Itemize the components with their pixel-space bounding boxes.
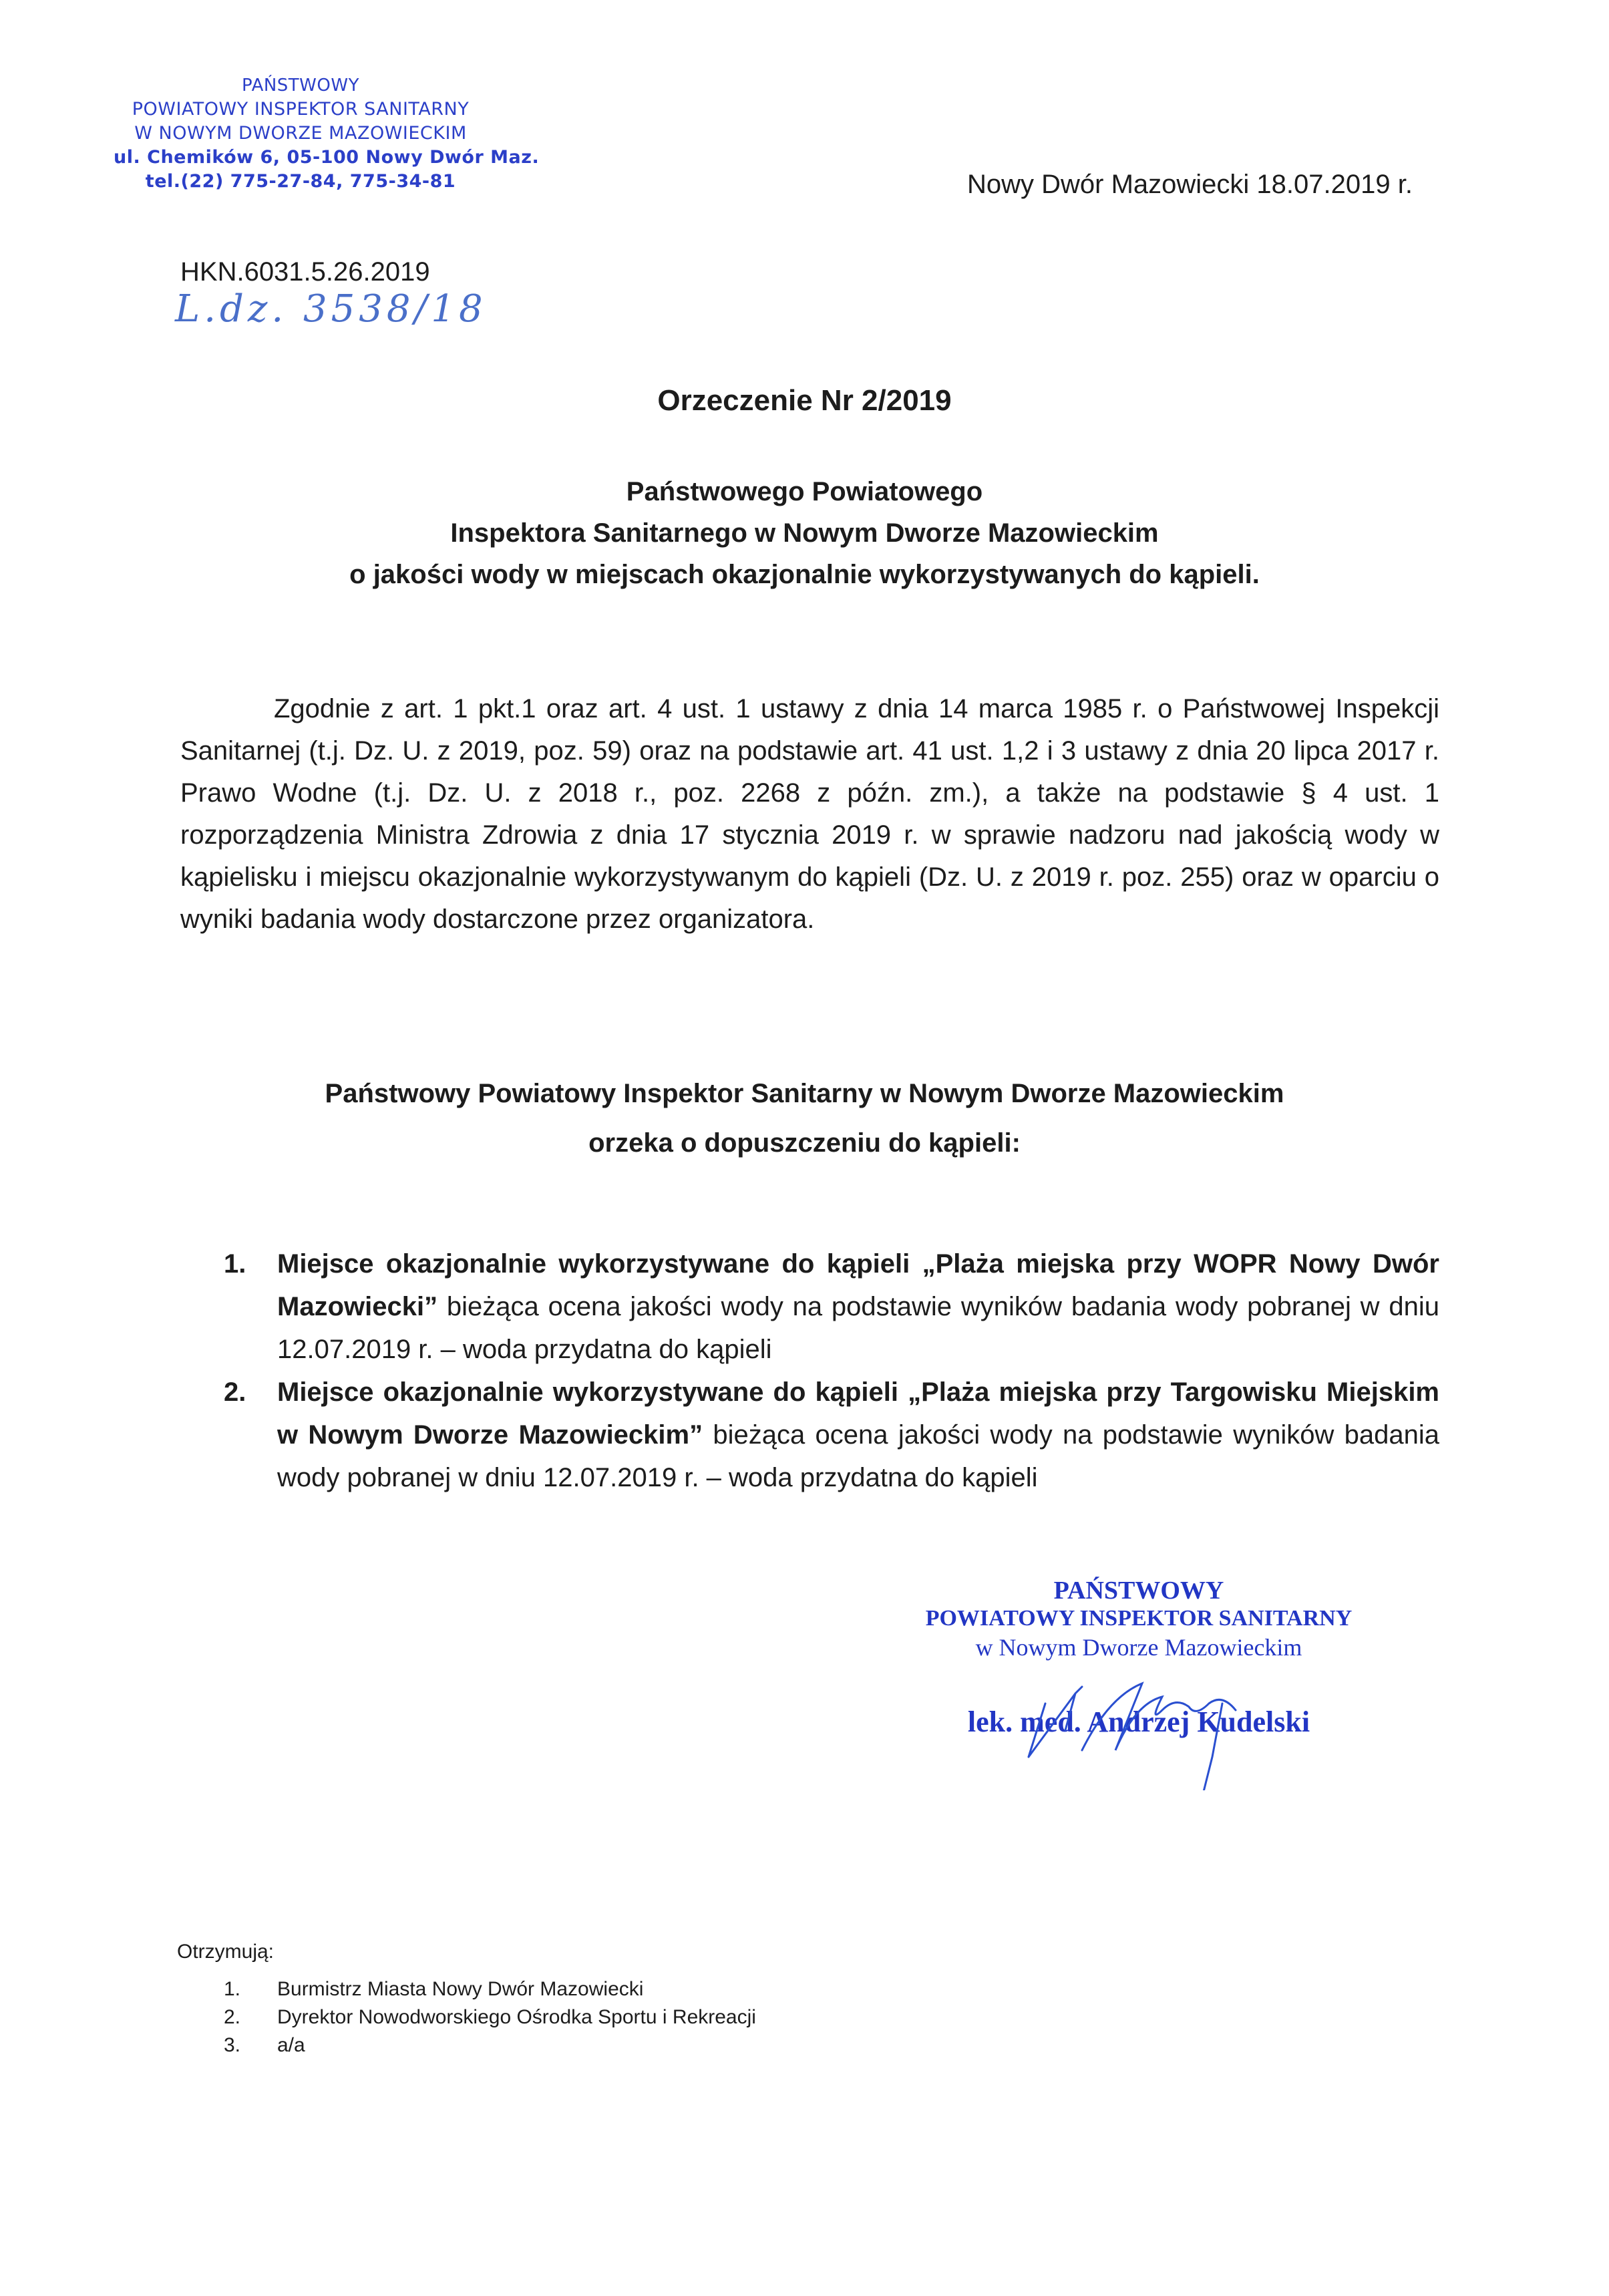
item-number: 1. (224, 1249, 246, 1279)
stamp-line: POWIATOWY INSPEKTOR SANITARNY (132, 99, 470, 120)
decision-line: Państwowy Powiatowy Inspektor Sanitarny w Nowym Dworze Mazowieckim (325, 1079, 1284, 1108)
recipient-number: 1. (224, 1978, 241, 2000)
legal-basis-text: Zgodnie z art. 1 pkt.1 oraz art. 4 ust. 1 ustawy z dnia 14 marca 1985 r. o Państwowej Inspekcji Sanitarnej (t.j. Dz. U. z 2019, poz. 59) oraz na podstawie art. 41 ust. 1,2 i 3 ustawy z dnia 20 lipca 2017 r. Prawo Wodne (t.j. Dz. U. z 2018 r., poz. 2268 z późn. zm.), a także na podstawie § 4 ust. 1 rozporządzenia Ministra Zdrowia z dnia 17 stycznia 2019 r. w sprawie nadzoru nad jakością wody w kąpielisku i miejscu okazjonalnie wykorzystywanym do kąpieli (Dz. U. z 2019 r. poz. 255) oraz w oparciu o wyniki badania wody dostarczone przez organizatora. (180, 694, 1439, 934)
document-title: Orzeczenie Nr 2/2019 (657, 384, 952, 417)
item-site-name: Miejsce okazjonalnie wykorzystywane do kąpieli „Plaża miejska przy WOPR Nowy Dwór Mazowiecki” (277, 1249, 1439, 1321)
recipient-item (224, 2003, 756, 2031)
recipient-item (224, 2031, 756, 2060)
legal-basis-paragraph (180, 688, 1439, 941)
place-and-date: Nowy Dwór Mazowiecki 18.07.2019 r. (967, 170, 1413, 199)
recipient-name: a/a (277, 2034, 305, 2056)
recipient-number: 2. (224, 2006, 241, 2028)
signatory-name: lek. med. Andrzej Kudelski (967, 1705, 1310, 1738)
recipients-label: Otrzymują: (177, 1941, 275, 1963)
recipient-name: Burmistrz Miasta Nowy Dwór Mazowiecki (277, 1978, 644, 2000)
list-item (224, 1243, 1439, 1371)
subtitle-line: Inspektora Sanitarnego w Nowym Dworze Mazowieckim (450, 518, 1159, 548)
signature-stamp-line: PAŃSTWOWY (1053, 1577, 1224, 1605)
bathing-sites-list (224, 1243, 1439, 1499)
recipient-item (224, 1975, 756, 2003)
recipients-list (224, 1975, 756, 2060)
item-assessment: bieżąca ocena jakości wody na podstawie wyników badania wody pobranej w dniu 12.07.2019 r. – woda przydatna do kąpieli (277, 1420, 1440, 1492)
item-assessment: bieżąca ocena jakości wody na podstawie wyników badania wody pobranej w dniu 12.07.2019 r. – woda przydatna do kąpieli (277, 1292, 1439, 1364)
recipient-name: Dyrektor Nowodworskiego Ośrodka Sportu i Rekreacji (277, 2006, 756, 2028)
item-number: 2. (224, 1377, 246, 1407)
signature-stamp-line: w Nowym Dworze Mazowieckim (975, 1634, 1302, 1661)
inspector-header-stamp (114, 73, 540, 194)
stamp-address: ul. Chemików 6, 05-100 Nowy Dwór Maz. (114, 147, 540, 168)
list-item (224, 1371, 1439, 1499)
stamp-line: PAŃSTWOWY (242, 75, 359, 96)
decision-line: orzeka o dopuszczeniu do kąpieli: (588, 1128, 1021, 1158)
signature-stamp (895, 1577, 1383, 1741)
recipient-number: 3. (224, 2034, 241, 2056)
subtitle-line: Państwowego Powiatowego (626, 477, 983, 506)
stamp-line: W NOWYM DWORZE MAZOWIECKIM (134, 123, 467, 144)
decision-heading (0, 1069, 1609, 1168)
stamp-phone: tel.(22) 775-27-84, 775-34-81 (145, 171, 456, 192)
reference-number: HKN.6031.5.26.2019 (180, 257, 430, 287)
item-site-name: Miejsce okazjonalnie wykorzystywane do kąpieli „Plaża miejska przy Targowisku Miejskim w Nowym Dworze Mazowieckim” (277, 1377, 1439, 1450)
handwritten-reference: L.dz. 3538/18 (175, 287, 487, 331)
signature-stamp-line: POWIATOWY INSPEKTOR SANITARNY (925, 1606, 1353, 1631)
subtitle-line: o jakości wody w miejscach okazjonalnie wykorzystywanych do kąpieli. (349, 560, 1260, 589)
document-subtitle (0, 471, 1609, 595)
